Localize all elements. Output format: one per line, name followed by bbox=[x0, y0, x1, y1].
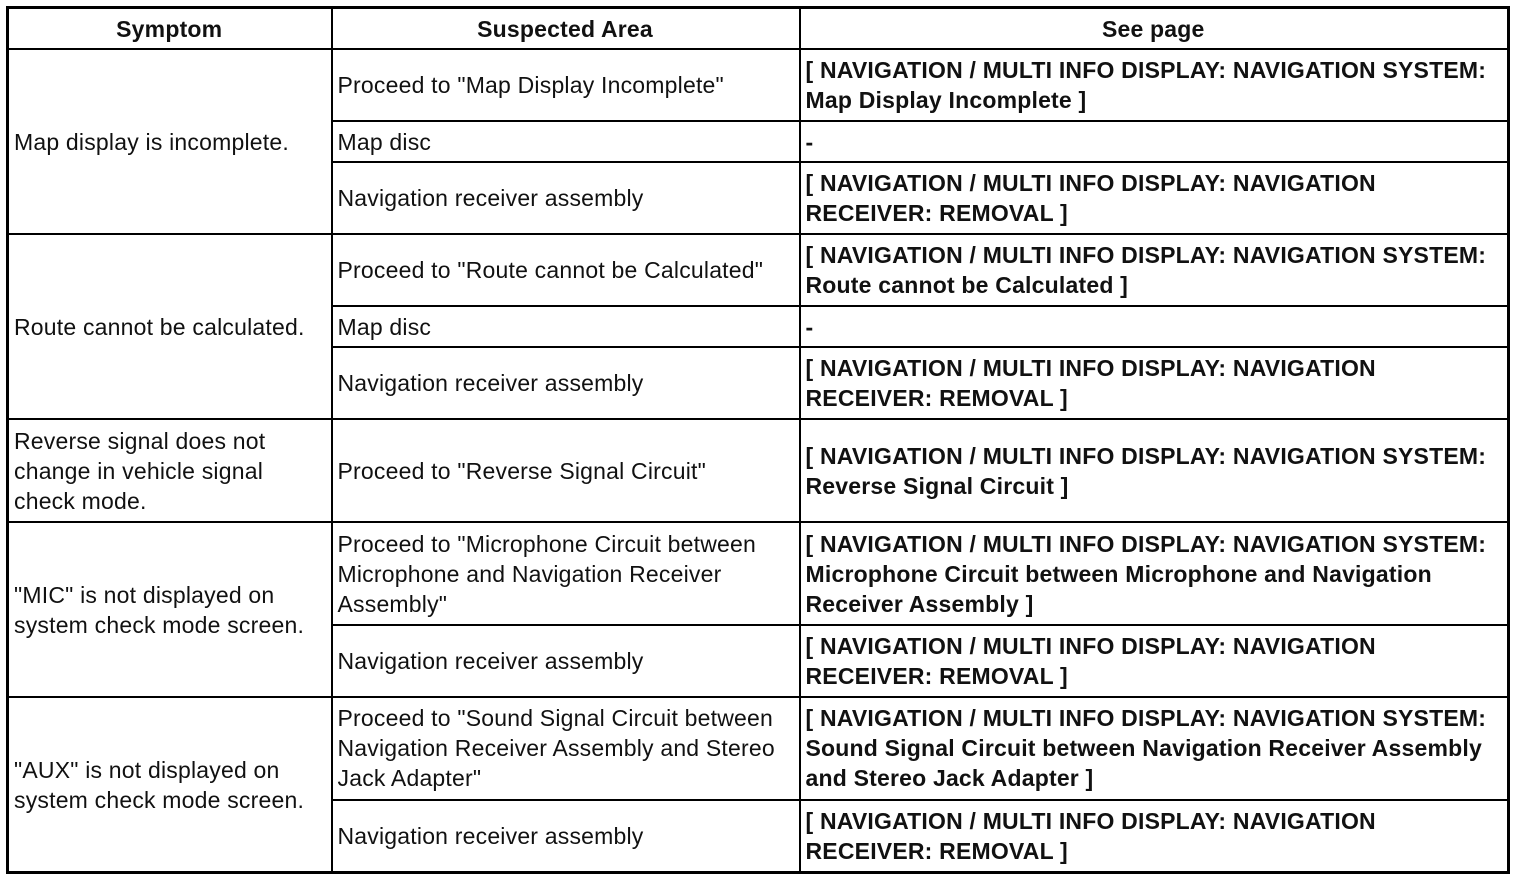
symptom-cell: "AUX" is not displayed on system check mode screen. bbox=[8, 697, 332, 873]
suspected-area-cell: Navigation receiver assembly bbox=[332, 162, 800, 234]
table-row bbox=[8, 234, 1509, 306]
header-suspected-area: Suspected Area bbox=[332, 8, 800, 50]
table-row bbox=[8, 522, 1509, 625]
table-row bbox=[8, 49, 1509, 121]
table-row bbox=[8, 697, 1509, 800]
symptom-cell: Map display is incomplete. bbox=[8, 49, 332, 234]
symptom-cell: Reverse signal does not change in vehicle signal check mode. bbox=[8, 419, 332, 522]
suspected-area-cell: Map disc bbox=[332, 121, 800, 162]
symptom-cell: "MIC" is not displayed on system check mode screen. bbox=[8, 522, 332, 697]
symptom-cell: Route cannot be calculated. bbox=[8, 234, 332, 419]
header-symptom: Symptom bbox=[8, 8, 332, 50]
see-page-cell: [ NAVIGATION / MULTI INFO DISPLAY: NAVIGATION SYSTEM: Microphone Circuit between Microphone and Navigation Receiver Assembly ] bbox=[800, 522, 1509, 625]
suspected-area-cell: Map disc bbox=[332, 306, 800, 347]
suspected-area-cell: Proceed to "Route cannot be Calculated" bbox=[332, 234, 800, 306]
see-page-cell: - bbox=[800, 306, 1509, 347]
see-page-cell: [ NAVIGATION / MULTI INFO DISPLAY: NAVIGATION SYSTEM: Sound Signal Circuit between Navigation Receiver Assembly and Stereo Jack Adapter ] bbox=[800, 697, 1509, 800]
header-see-page: See page bbox=[800, 8, 1509, 50]
suspected-area-cell: Navigation receiver assembly bbox=[332, 347, 800, 419]
see-page-cell: [ NAVIGATION / MULTI INFO DISPLAY: NAVIGATION RECEIVER: REMOVAL ] bbox=[800, 625, 1509, 697]
suspected-area-cell: Proceed to "Reverse Signal Circuit" bbox=[332, 419, 800, 522]
see-page-cell: [ NAVIGATION / MULTI INFO DISPLAY: NAVIGATION RECEIVER: REMOVAL ] bbox=[800, 800, 1509, 873]
table-row bbox=[8, 419, 1509, 522]
see-page-cell: [ NAVIGATION / MULTI INFO DISPLAY: NAVIGATION SYSTEM: Reverse Signal Circuit ] bbox=[800, 419, 1509, 522]
see-page-cell: [ NAVIGATION / MULTI INFO DISPLAY: NAVIGATION SYSTEM: Route cannot be Calculated ] bbox=[800, 234, 1509, 306]
see-page-cell: [ NAVIGATION / MULTI INFO DISPLAY: NAVIGATION SYSTEM: Map Display Incomplete ] bbox=[800, 49, 1509, 121]
suspected-area-cell: Navigation receiver assembly bbox=[332, 625, 800, 697]
see-page-cell: - bbox=[800, 121, 1509, 162]
suspected-area-cell: Proceed to "Sound Signal Circuit between Navigation Receiver Assembly and Stereo Jack Adapter" bbox=[332, 697, 800, 800]
see-page-cell: [ NAVIGATION / MULTI INFO DISPLAY: NAVIGATION RECEIVER: REMOVAL ] bbox=[800, 162, 1509, 234]
suspected-area-cell: Proceed to "Microphone Circuit between Microphone and Navigation Receiver Assembly" bbox=[332, 522, 800, 625]
suspected-area-cell: Proceed to "Map Display Incomplete" bbox=[332, 49, 800, 121]
header-row bbox=[8, 8, 1509, 50]
see-page-cell: [ NAVIGATION / MULTI INFO DISPLAY: NAVIGATION RECEIVER: REMOVAL ] bbox=[800, 347, 1509, 419]
suspected-area-cell: Navigation receiver assembly bbox=[332, 800, 800, 873]
symptom-table bbox=[6, 6, 1510, 874]
